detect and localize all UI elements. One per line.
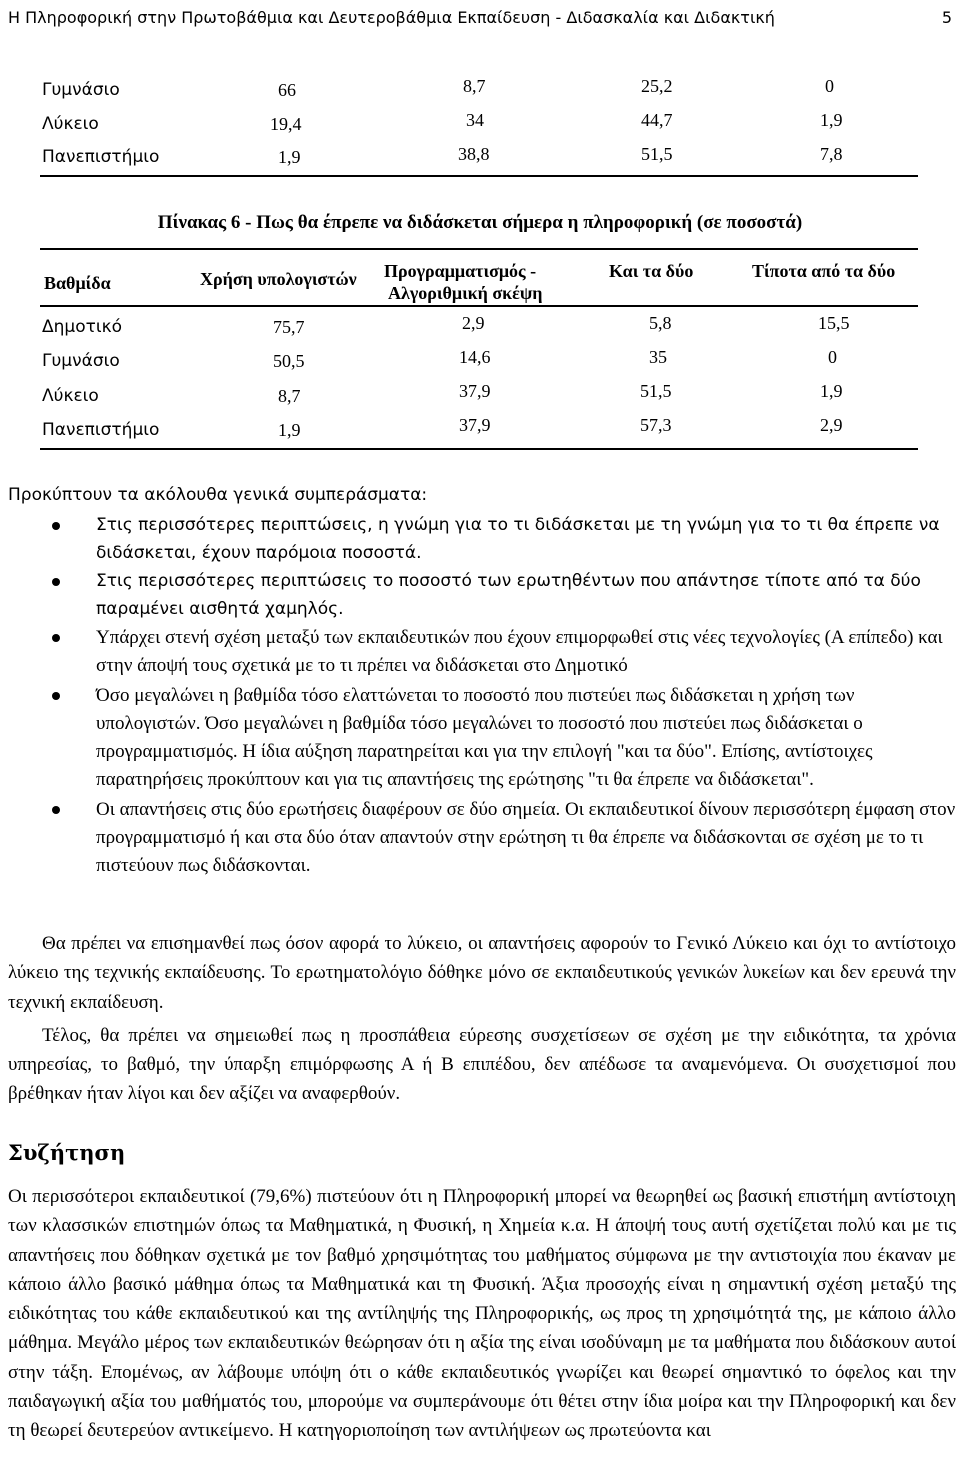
table-header-rule — [40, 305, 918, 307]
column-header-programming-line2: Αλγοριθμική σκέψη — [388, 283, 543, 303]
cell: 5,8 — [649, 313, 672, 333]
bullet-icon — [52, 634, 60, 642]
column-header-computer-use: Χρήση υπολογιστών — [200, 269, 357, 289]
page-header — [8, 0, 958, 36]
cell: 1,9 — [820, 110, 843, 130]
list-item: Όσο μεγαλώνει η βαθμίδα τόσο ελαττώνεται το ποσοστό που πιστεύει πως διδάσκεται η χρήση των υπολογιστών. Όσο μεγαλώνει η βαθμίδα τόσο μεγαλώνει το ποσοστό που πιστεύει πως διδάσκεται ο προγραμματισμός. Η ίδια αύξηση παρατηρείται και για την επιλογή "και τα δύο". Επίσης, αντίστοιχες παρατηρήσεις προκύπτουν και για τις απαντήσεις της ερώτησης "τι θα έπρεπε να διδάσκεται". — [0, 682, 956, 794]
cell: 75,7 — [273, 317, 305, 337]
row-label: Γυμνάσιο — [42, 80, 120, 100]
cell: 15,5 — [818, 313, 850, 333]
paragraph: Τέλος, θα πρέπει να σημειωθεί πως η προσπάθεια εύρεσης συσχετίσεων σε σχέση με την ειδικότητα, τα χρόνια υπηρεσίας, το βαθμό, την ύπαρξη επιμόρφωσης Α ή Β επιπέδου, δεν απέδωσε τα αναμενόμενα. Οι συσχετισμοί που βρέθηκαν ήταν λίγοι και δεν αξίζει να αναφερθούν. — [8, 1024, 956, 1105]
cell: 8,7 — [463, 76, 486, 96]
column-header-neither: Τίποτα από τα δύο — [752, 261, 896, 281]
row-label: Πανεπιστήμιο — [42, 147, 160, 167]
row-label: Δημοτικό — [42, 317, 123, 337]
list-item: Οι απαντήσεις στις δύο ερωτήσεις διαφέρουν σε δύο σημεία. Οι εκπαιδευτικοί δίνουν περισσότερη έμφαση στον προγραμματισμό ή και στα δύο όταν απαντούν στην ερώτηση τι θα έπρεπε να διδάσκονται σε σχέση με το τι πιστεύουν πως διδάσκονται. — [0, 796, 956, 880]
cell: 37,9 — [459, 381, 491, 401]
cell: 0 — [825, 76, 834, 96]
cell: 2,9 — [462, 313, 485, 333]
running-title: Η Πληροφορική στην Πρωτοβάθμια και Δευτεροβάθμια Εκπαίδευση - Διδασκαλία και Διδακτική — [8, 8, 775, 27]
cell: 8,7 — [278, 386, 301, 406]
cell: 25,2 — [641, 76, 673, 96]
cell: 51,5 — [641, 144, 673, 164]
column-header-programming-line1: Προγραμματισμός - — [384, 261, 537, 281]
cell: 66 — [278, 80, 296, 100]
body-paragraphs — [8, 929, 956, 1109]
row-label: Λύκειο — [42, 114, 99, 134]
cell: 19,4 — [270, 114, 302, 134]
cell: 1,9 — [278, 420, 301, 440]
bullet-icon — [52, 806, 60, 814]
list-item: Στις περισσότερες περιπτώσεις το ποσοστό των ερωτηθέντων που απάντησε τίποτε από τα δύο παραμένει αισθητά χαμηλός. — [0, 568, 956, 623]
table-top-rule — [40, 248, 918, 250]
conclusions-list — [0, 512, 956, 881]
list-item: Στις περισσότερες περιπτώσεις, η γνώμη για το τι διδάσκεται με τη γνώμη για το τι θα έπρεπε να διδάσκεται, έχουν παρόμοια ποσοστά. — [0, 512, 956, 567]
cell: 44,7 — [641, 110, 673, 130]
cell: 35 — [649, 347, 667, 367]
bullet-icon — [52, 692, 60, 700]
cell: 34 — [466, 110, 484, 130]
discussion-text — [8, 1182, 956, 1446]
cell: 57,3 — [640, 415, 672, 435]
table-bottom-rule — [40, 448, 918, 450]
page-number: 5 — [941, 8, 952, 27]
row-label: Λύκειο — [42, 386, 99, 406]
cell: 1,9 — [278, 147, 301, 167]
cell: 14,6 — [459, 347, 491, 367]
cell: 0 — [828, 347, 837, 367]
table-caption: Πίνακας 6 - Πως θα έπρεπε να διδάσκεται σήμερα η πληροφορική (σε ποσοστά) — [157, 212, 803, 233]
section-title: Συζήτηση — [8, 1140, 126, 1165]
column-header-level: Βαθμίδα — [44, 273, 111, 293]
cell: 37,9 — [459, 415, 491, 435]
list-item: Υπάρχει στενή σχέση μεταξύ των εκπαιδευτικών που έχουν επιμορφωθεί στις νέες τεχνολογίες (Α επίπεδο) και στην άποψή τους σχετικά με το τι πρέπει να διδάσκεται στο Δημοτικό — [0, 624, 956, 680]
cell: 38,8 — [458, 144, 490, 164]
cell: 50,5 — [273, 351, 305, 371]
cell: 2,9 — [820, 415, 843, 435]
paragraph: Οι περισσότεροι εκπαιδευτικοί (79,6%) πιστεύουν ότι η Πληροφορική μπορεί να θεωρηθεί ως βασική επιστήμη αντίστοιχη των κλασσικών επιστημών όπως τα Μαθηματικά, η Φυσική, η Χημεία κ.α. Η άποψή τους αυτή σχετίζεται πολύ και με τις απαντήσεις που δόθηκαν σχετικά με τον βαθμό χρησιμότητας του μαθήματος σύμφωνα με την αντιστοιχία που έκαναν με κάποιο άλλο βασικό μάθημα όπως τα Μαθηματικά και τη Φυσική. Άξια προσοχής είναι η σημαντική σχέση μεταξύ της ειδικότητας του κάθε εκπαιδευτικού και της αντίληψής της Πληροφορικής, ως προς τη χρησιμότητά της, με κάποιο άλλο μάθημα. Μεγάλο μέρος των εκπαιδευτικών θεώρησαν ότι η αξία της είναι ισοδύναμη με τα μαθήματα που διδάσκουν αυτοί στην τάξη. Επομένως, αν λάβουμε υπόψη ότι ο κάθε εκπαιδευτικός γνωρίζει και θεωρεί σημαντικό το όφελος και την παιδαγωγική αξία του μαθήματός του, μπορούμε να συμπεράνουμε ότι θέτει στην ίδια μοίρα και την Πληροφορική και δεν τη θεωρεί δευτερεύον αντικείμενο. Η κατηγοριοποίηση των αντιλήψεων ως πρωτεύοντα και — [8, 1186, 956, 1442]
row-label: Πανεπιστήμιο — [42, 420, 160, 440]
paragraph: Θα πρέπει να επισημανθεί πως όσον αφορά το λύκειο, οι απαντήσεις αφορούν το Γενικό Λύκειο και όχι το αντίστοιχο λύκειο της τεχνικής εκπαίδευσης. Το ερωτηματολόγιο δόθηκε μόνο σε εκπαιδευτικούς γενικών λυκείων και δεν ερευνά την τεχνική εκπαίδευση. — [8, 933, 956, 1013]
cell: 7,8 — [820, 144, 843, 164]
table-bottom-rule — [40, 175, 918, 177]
conclusions-intro: Προκύπτουν τα ακόλουθα γενικά συμπεράσματα: — [8, 485, 428, 505]
column-header-both: Και τα δύο — [609, 261, 694, 281]
bullet-icon — [52, 522, 60, 530]
cell: 1,9 — [820, 381, 843, 401]
cell: 51,5 — [640, 381, 672, 401]
row-label: Γυμνάσιο — [42, 351, 120, 371]
bullet-icon — [52, 578, 60, 586]
